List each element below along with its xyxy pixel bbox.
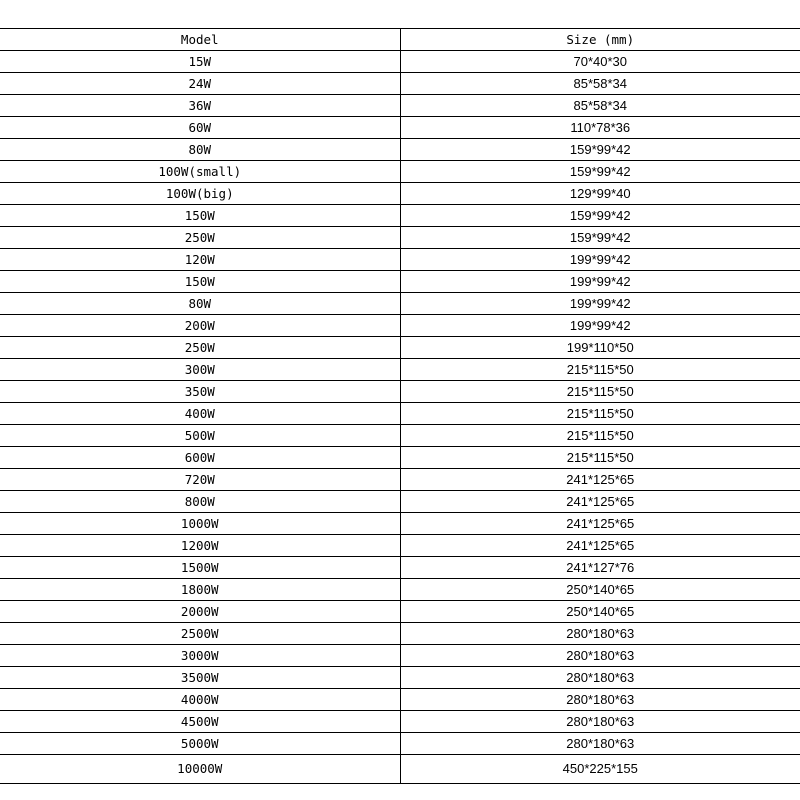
table-row [0,667,800,689]
table-row [0,645,800,667]
table-body [0,51,800,784]
model-cell: 200W [0,315,400,337]
size-cell: 280*180*63 [400,623,800,645]
model-cell: 2000W [0,601,400,623]
model-cell: 300W [0,359,400,381]
size-cell: 199*110*50 [400,337,800,359]
size-cell: 241*127*76 [400,557,800,579]
size-cell: 280*180*63 [400,645,800,667]
model-cell: 1000W [0,513,400,535]
model-cell: 100W(small) [0,161,400,183]
size-cell: 159*99*42 [400,161,800,183]
table-row [0,381,800,403]
table-row [0,623,800,645]
header-row [0,29,800,51]
header-size: Size (mm) [400,29,800,51]
model-cell: 80W [0,139,400,161]
table-row [0,139,800,161]
model-cell: 350W [0,381,400,403]
table-row [0,447,800,469]
size-cell: 199*99*42 [400,271,800,293]
size-cell: 241*125*65 [400,535,800,557]
model-cell: 2500W [0,623,400,645]
table-row [0,425,800,447]
model-cell: 10000W [0,755,400,784]
model-cell: 120W [0,249,400,271]
table-row [0,689,800,711]
model-cell: 720W [0,469,400,491]
model-cell: 5000W [0,733,400,755]
model-cell: 24W [0,73,400,95]
model-cell: 150W [0,205,400,227]
size-cell: 215*115*50 [400,359,800,381]
size-cell: 241*125*65 [400,513,800,535]
size-cell: 450*225*155 [400,755,800,784]
table-row [0,469,800,491]
table-row [0,51,800,73]
size-cell: 215*115*50 [400,447,800,469]
size-cell: 70*40*30 [400,51,800,73]
size-cell: 159*99*42 [400,139,800,161]
model-cell: 800W [0,491,400,513]
table-row [0,711,800,733]
table-row [0,161,800,183]
model-cell: 500W [0,425,400,447]
size-cell: 199*99*42 [400,315,800,337]
model-size-table [0,28,800,784]
size-cell: 250*140*65 [400,579,800,601]
table-row [0,271,800,293]
table-row [0,95,800,117]
size-cell: 85*58*34 [400,73,800,95]
model-cell: 250W [0,337,400,359]
table-row [0,601,800,623]
table-row [0,293,800,315]
table-row [0,491,800,513]
table-row [0,513,800,535]
size-cell: 215*115*50 [400,425,800,447]
table-row [0,535,800,557]
model-cell: 3500W [0,667,400,689]
model-cell: 36W [0,95,400,117]
table-row [0,755,800,784]
model-cell: 1200W [0,535,400,557]
model-cell: 4000W [0,689,400,711]
model-cell: 1800W [0,579,400,601]
table-row [0,73,800,95]
size-cell: 280*180*63 [400,689,800,711]
spec-sheet [0,28,800,784]
model-cell: 150W [0,271,400,293]
model-cell: 3000W [0,645,400,667]
size-cell: 280*180*63 [400,711,800,733]
model-cell: 600W [0,447,400,469]
model-cell: 250W [0,227,400,249]
size-cell: 280*180*63 [400,733,800,755]
table-row [0,359,800,381]
table-row [0,337,800,359]
size-cell: 159*99*42 [400,227,800,249]
size-cell: 199*99*42 [400,293,800,315]
model-cell: 80W [0,293,400,315]
model-cell: 15W [0,51,400,73]
size-cell: 85*58*34 [400,95,800,117]
table-row [0,579,800,601]
model-cell: 60W [0,117,400,139]
size-cell: 215*115*50 [400,381,800,403]
size-cell: 241*125*65 [400,469,800,491]
size-cell: 199*99*42 [400,249,800,271]
table-row [0,315,800,337]
size-cell: 280*180*63 [400,667,800,689]
size-cell: 110*78*36 [400,117,800,139]
model-cell: 1500W [0,557,400,579]
size-cell: 241*125*65 [400,491,800,513]
header-model: Model [0,29,400,51]
size-cell: 215*115*50 [400,403,800,425]
model-cell: 400W [0,403,400,425]
table-row [0,117,800,139]
table-row [0,183,800,205]
size-cell: 129*99*40 [400,183,800,205]
model-cell: 4500W [0,711,400,733]
table-row [0,403,800,425]
size-cell: 250*140*65 [400,601,800,623]
table-row [0,205,800,227]
model-cell: 100W(big) [0,183,400,205]
table-row [0,557,800,579]
size-cell: 159*99*42 [400,205,800,227]
table-row [0,227,800,249]
table-row [0,733,800,755]
table-row [0,249,800,271]
